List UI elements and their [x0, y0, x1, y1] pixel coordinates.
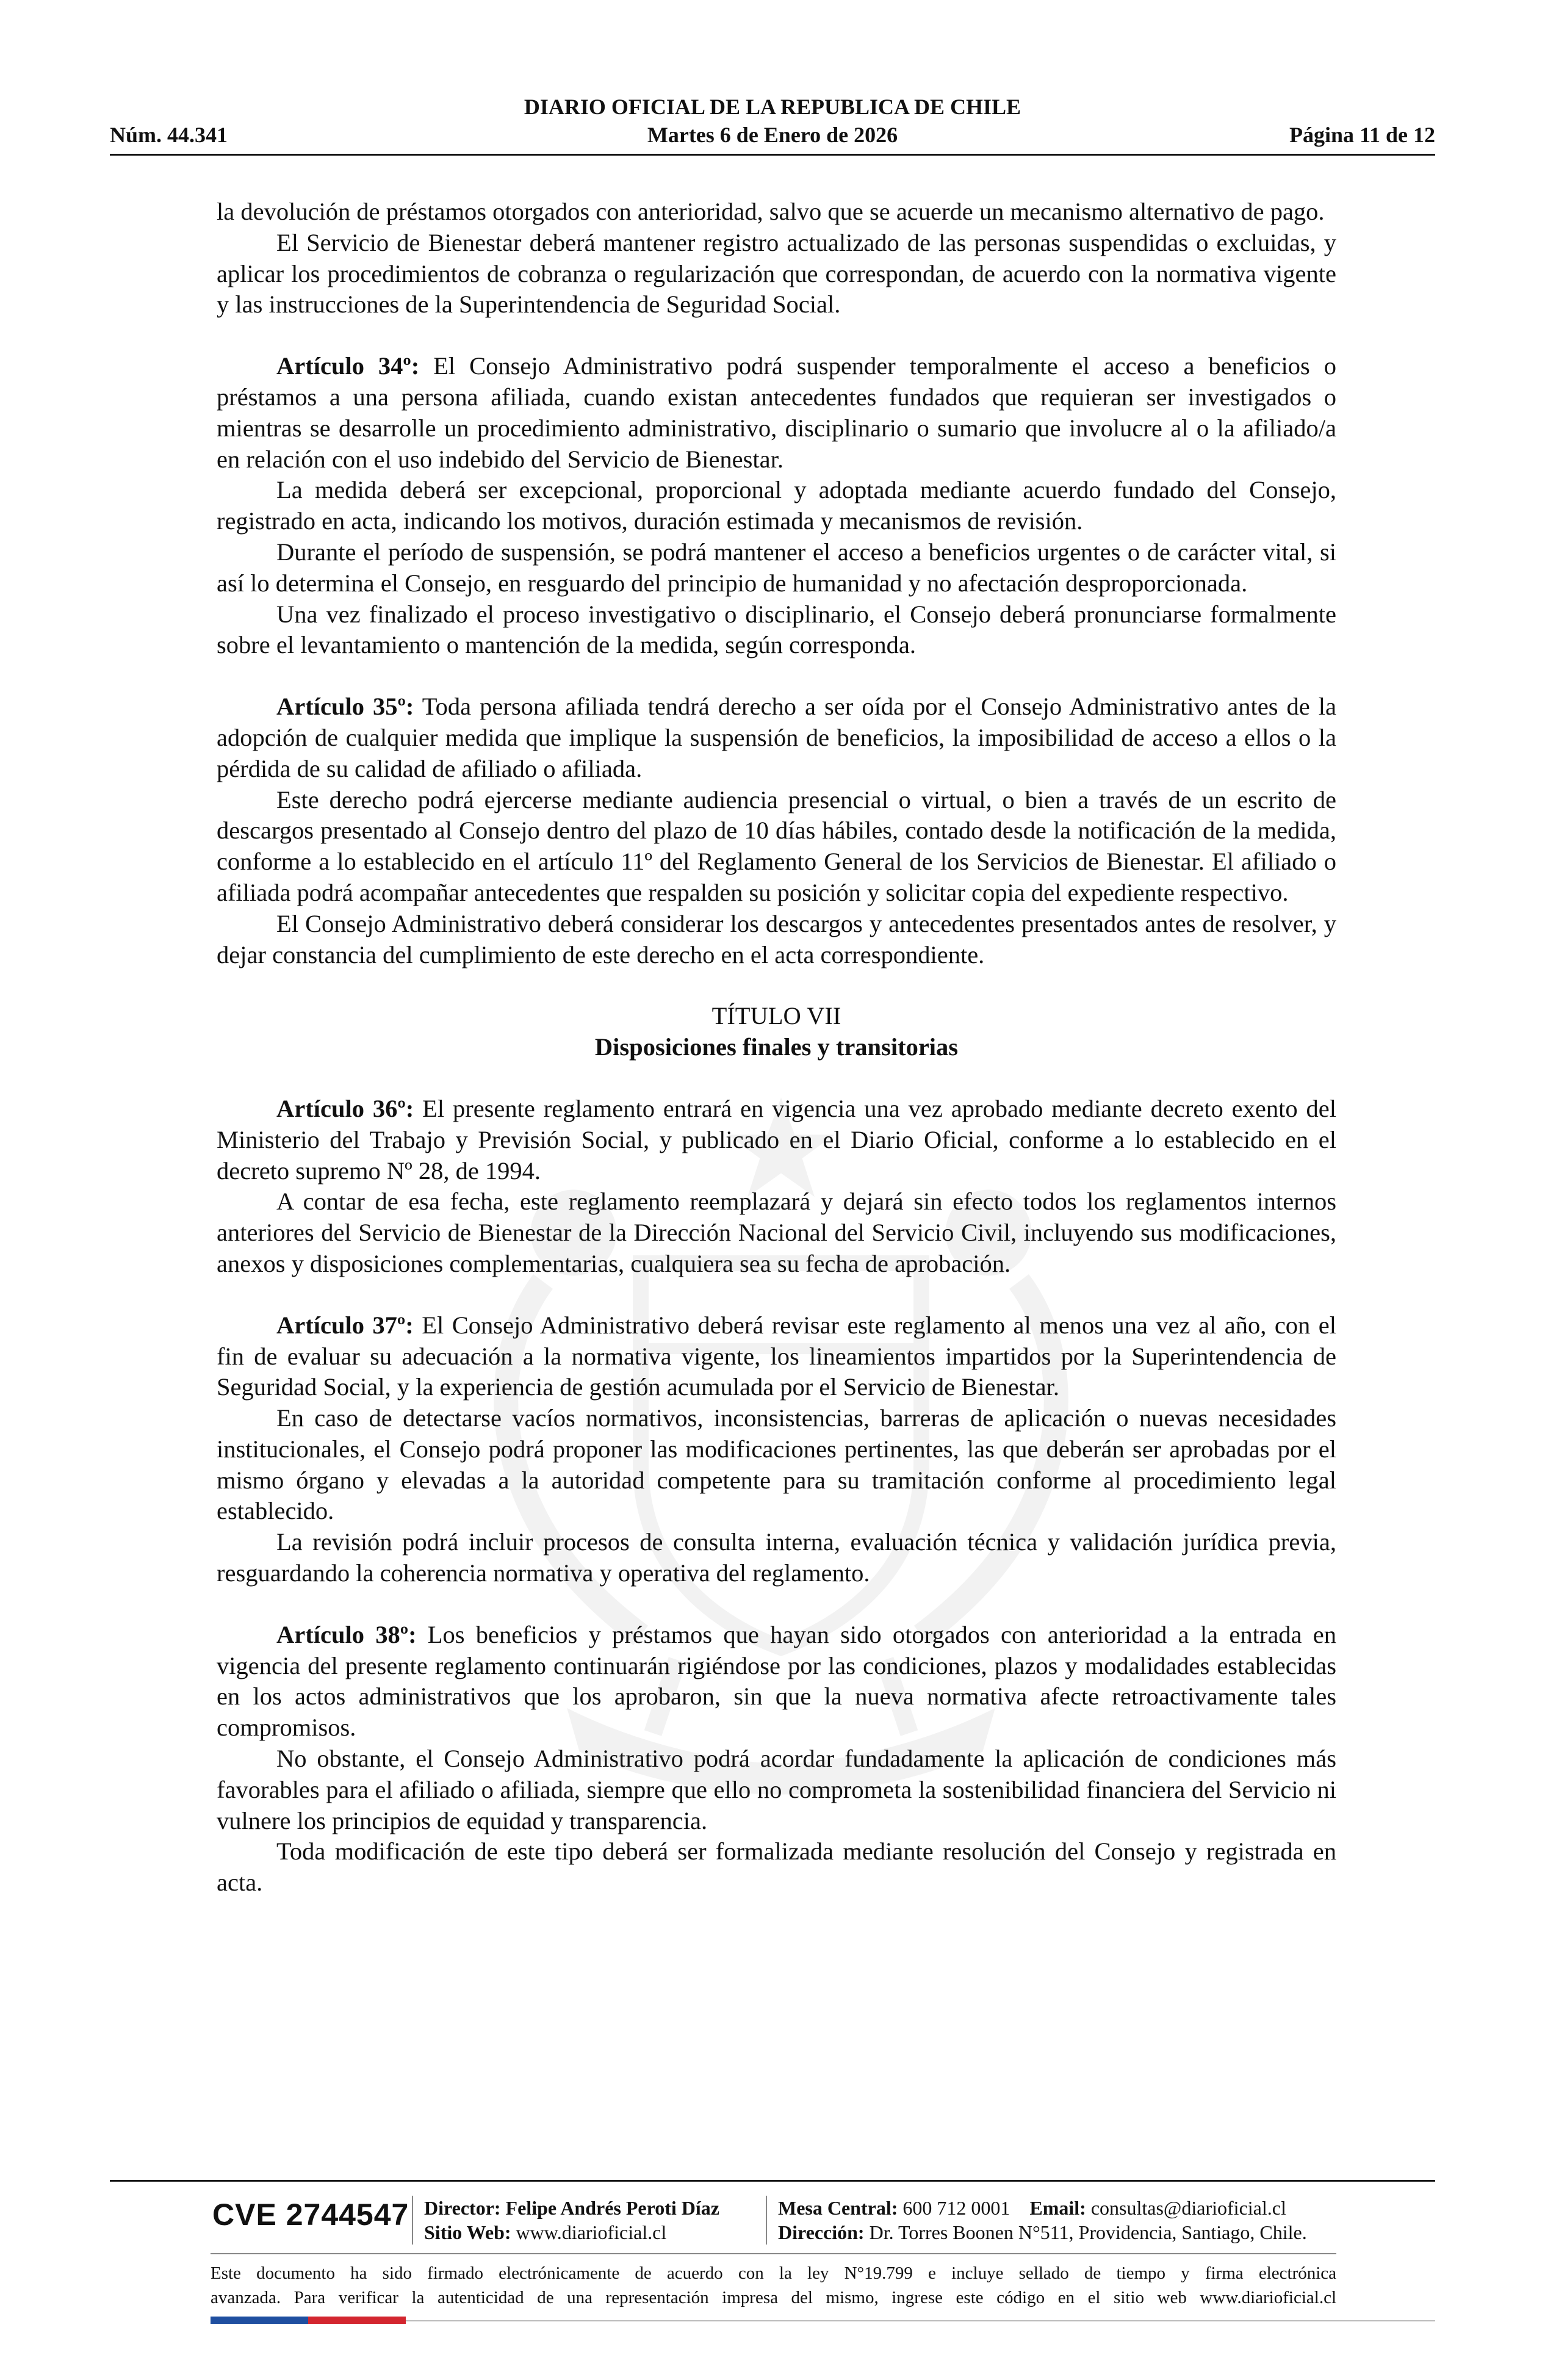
article-text: El Consejo Administrativo deberá revisar este reglamento al menos una vez al año, con el fin de evaluar su adecuación a la normativa vigente, los lineamientos impartidos por la Superintendencia de Seguridad Social, y la experiencia de gestión acumulada por el Servicio de Bienestar.	[217, 1311, 1336, 1401]
article-34	[217, 351, 1336, 475]
title-number: TÍTULO VII	[711, 1002, 841, 1030]
paragraph: Toda modificación de este tipo deberá ser formalizada mediante resolución del Consejo y registrada en acta.	[217, 1837, 1336, 1897]
article-text: Los beneficios y préstamos que hayan sido otorgados con anterioridad a la entrada en vigencia del presente reglamento continuarán rigiéndose por las condiciones, plazos y modalidades establecidas en los actos administrativos que los aprobaron, sin que la nueva normativa afecte retroactivamente tales compromisos.	[217, 1620, 1336, 1742]
website-link[interactable]: www.diarioficial.cl	[511, 2221, 667, 2243]
newspaper-title: DIARIO OFICIAL DE LA REPUBLICA DE CHILE	[524, 95, 1021, 119]
paragraph: Una vez finalizado el proceso investigativo o disciplinario, el Consejo deberá pronunciarse formalmente sobre el levantamiento o mantención de la medida, según corresponda.	[217, 600, 1336, 659]
issue-date: Martes 6 de Enero de 2026	[647, 123, 898, 147]
article-heading: Artículo 36º:	[276, 1094, 414, 1122]
article-text: Toda persona afiliada tendrá derecho a ser oída por el Consejo Administrativo antes de la adopción de cualquier medida que implique la suspensión de beneficios, la imposibilidad de acceso a ellos o la pérdida de su calidad de afiliado o afiliada.	[217, 693, 1336, 782]
paragraph: En caso de detectarse vacíos normativos, inconsistencias, barreras de aplicación o nuevas necesidades institucionales, el Consejo podrá proponer las modificaciones pertinentes, las que deberán ser aprobadas por el mismo órgano y elevadas a la autoridad competente para su tramitación conforme al procedimiento legal establecido.	[217, 1404, 1336, 1525]
article-37	[217, 1310, 1336, 1403]
article-36	[217, 1094, 1336, 1186]
footer-separator	[412, 2196, 413, 2245]
legal-line: avanzada. Para verificar la autenticidad de una representación impresa del mismo, ingrese este código en el sitio web www.diarioficial.cl	[211, 2288, 1336, 2307]
paragraph: El Servicio de Bienestar deberá mantener registro actualizado de las personas suspendidas o excluidas, y aplicar los procedimientos de cobranza o regularización que correspondan, de acuerdo con la normativa vigente y las instrucciones de la Superintendencia de Seguridad Social.	[217, 228, 1336, 319]
article-text: El presente reglamento entrará en vigencia una vez aprobado mediante decreto exento del Ministerio del Trabajo y Previsión Social, y publicado en el Diario Oficial, conforme a lo establecido en el decreto supremo Nº 28, de 1994.	[217, 1094, 1336, 1185]
footer-director-block	[424, 2196, 719, 2245]
legal-line: Este documento ha sido firmado electrónicamente de acuerdo con la ley N°19.799 e incluye sellado de tiempo y firma electrónica	[211, 2263, 1336, 2283]
website-label: Sitio Web:	[424, 2221, 511, 2243]
director-name: Felipe Andrés Peroti Díaz	[500, 2197, 719, 2219]
article-heading: Artículo 38º:	[276, 1620, 417, 1648]
paragraph: la devolución de préstamos otorgados con anterioridad, salvo que se acuerde un mecanismo alternativo de pago.	[217, 198, 1325, 225]
paragraph: Durante el período de suspensión, se podrá mantener el acceso a beneficios urgentes o de carácter vital, si así lo determina el Consejo, en resguardo del principio de humanidad y no afectación desproporcionada.	[217, 538, 1336, 597]
paragraph: Este derecho podrá ejercerse mediante audiencia presencial o virtual, o bien a través de un escrito de descargos presentado al Consejo dentro del plazo de 10 días hábiles, contado desde la notificación de la medida, conforme a lo establecido en el artículo 11º del Reglamento General de los Servicios de Bienestar. El afiliado o afiliada podrá acompañar antecedentes que respalden su posición y solicitar copia del expediente respectivo.	[217, 785, 1336, 906]
flag-red-segment	[308, 2317, 406, 2324]
footer-inner-divider	[211, 2253, 1336, 2254]
address-value: Dr. Torres Boonen N°511, Providencia, Santiago, Chile.	[864, 2221, 1307, 2243]
paragraph: La medida deberá ser excepcional, proporcional y adoptada mediante acuerdo fundado del Consejo, registrado en acta, indicando los motivos, duración estimada y mecanismos de revisión.	[217, 476, 1336, 535]
article-38	[217, 1620, 1336, 1744]
legal-notice	[211, 2261, 1336, 2310]
header-divider	[110, 154, 1435, 156]
document-body	[217, 197, 1336, 1899]
phone-label: Mesa Central:	[778, 2197, 898, 2219]
article-35	[217, 691, 1336, 784]
paragraph: La revisión podrá incluir procesos de consulta interna, evaluación técnica y validación jurídica previa, resguardando la coherencia normativa y operativa del reglamento.	[217, 1528, 1336, 1587]
page-number: Página 11 de 12	[1289, 123, 1435, 147]
phone-value: 600 712 0001	[898, 2197, 1010, 2219]
paragraph: No obstante, el Consejo Administrativo podrá acordar fundadamente la aplicación de condiciones más favorables para el afiliado o afiliada, siempre que ello no comprometa la sostenibilidad financiera del Servicio ni vulnere los principios de equidad y transparencia.	[217, 1745, 1336, 1834]
page-header	[110, 92, 1435, 153]
footer-divider	[110, 2180, 1435, 2182]
paragraph: El Consejo Administrativo deberá considerar los descargos y antecedentes presentados antes de resolver, y dejar constancia del cumplimiento de este derecho en el acta correspondiente.	[217, 909, 1336, 968]
article-heading: Artículo 37º:	[276, 1311, 414, 1339]
footer-bottom-rule	[406, 2320, 1435, 2321]
director-label: Director:	[424, 2197, 501, 2219]
flag-blue-segment	[211, 2317, 308, 2324]
address-label: Dirección:	[778, 2221, 865, 2243]
email-label: Email:	[1029, 2197, 1086, 2219]
article-heading: Artículo 34º:	[276, 352, 420, 380]
section-title	[217, 1001, 1336, 1063]
paragraph: A contar de esa fecha, este reglamento reemplazará y dejará sin efecto todos los reglamentos internos anteriores del Servicio de Bienestar de la Dirección Nacional del Servicio Civil, incluyendo sus modificaciones, anexos y disposiciones complementarias, cualquiera sea su fecha de aprobación.	[217, 1188, 1336, 1277]
article-text: El Consejo Administrativo podrá suspender temporalmente el acceso a beneficios o préstamos a una persona afiliada, cuando existan antecedentes fundados que requieran ser investigados o mientras se desarrolle un procedimiento administrativo, disciplinario o sumario que involucre al o la afiliado/a en relación con el uso indebido del Servicio de Bienestar.	[217, 352, 1336, 473]
footer-contact-block	[778, 2196, 1307, 2245]
email-link[interactable]: consultas@diarioficial.cl	[1086, 2197, 1286, 2219]
flag-stripe	[211, 2317, 406, 2324]
title-name: Disposiciones finales y transitorias	[594, 1033, 959, 1061]
footer-separator	[766, 2196, 767, 2245]
article-heading: Artículo 35º:	[276, 693, 414, 721]
issue-number: Núm. 44.341	[110, 123, 228, 147]
cve-code: CVE 2744547	[212, 2198, 409, 2232]
